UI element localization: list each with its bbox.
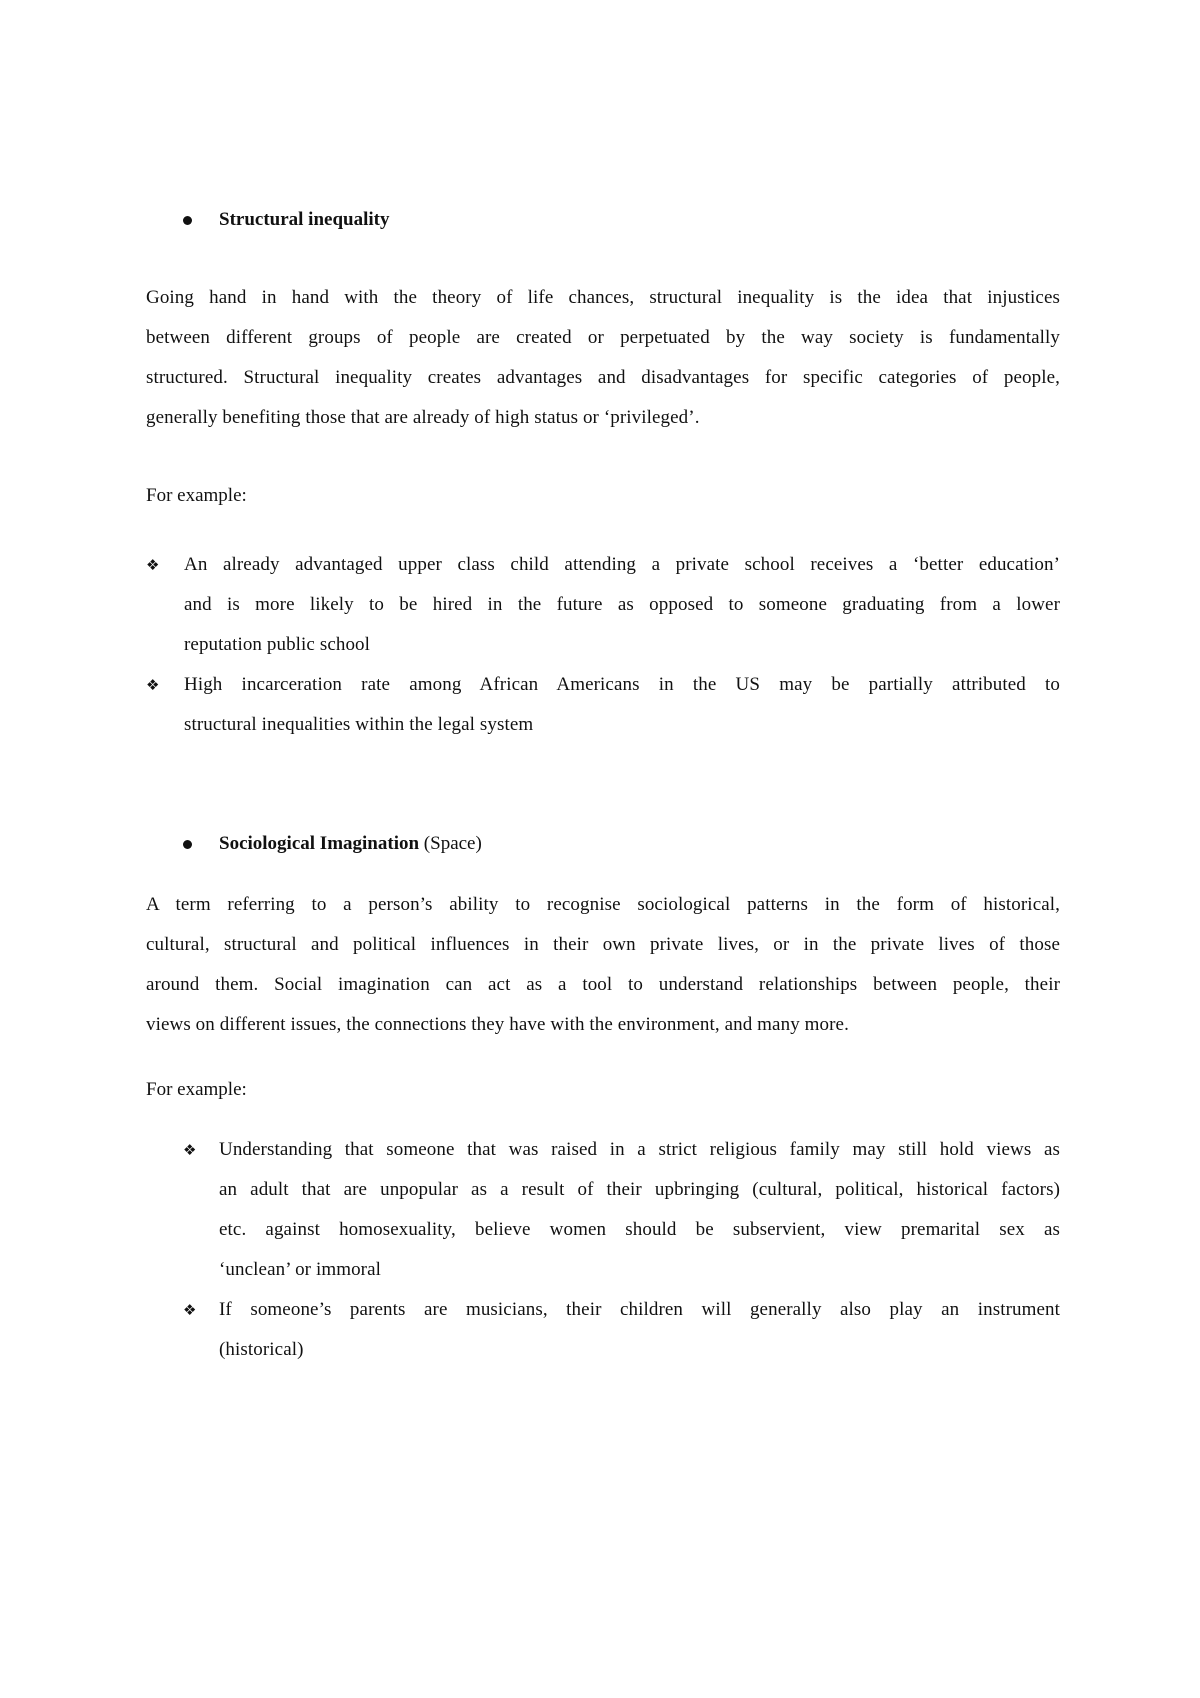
example-line: structural inequalities within the legal system — [184, 714, 534, 735]
paragraph-line: cultural, structural and political influences in their own private lives, or in the private lives of those — [146, 934, 1060, 955]
example-label: For example: — [146, 485, 247, 506]
diamond-bullet-icon: ❖ — [183, 1141, 197, 1159]
example-line: etc. against homosexuality, believe women should be subservient, view premarital sex as — [219, 1219, 1060, 1240]
section-title-suffix: (Space) — [419, 833, 482, 854]
diamond-bullet-icon: ❖ — [146, 556, 160, 574]
example-item — [219, 1290, 1060, 1370]
section-title: Structural inequality — [219, 209, 390, 230]
section-paragraph — [146, 278, 1060, 438]
example-line: and is more likely to be hired in the future as opposed to someone graduating from a lower — [184, 594, 1060, 615]
section-paragraph — [146, 885, 1060, 1045]
example-line: If someone’s parents are musicians, their children will generally also play an instrument — [219, 1299, 1060, 1320]
example-line: (historical) — [219, 1339, 304, 1360]
example-item — [184, 545, 1060, 665]
diamond-bullet-icon: ❖ — [183, 1301, 197, 1319]
example-line: an adult that are unpopular as a result of their upbringing (cultural, political, historical factors) — [219, 1179, 1060, 1200]
diamond-bullet-icon: ❖ — [146, 676, 160, 694]
example-item — [184, 665, 1060, 745]
paragraph-line: Going hand in hand with the theory of life chances, structural inequality is the idea that injustices — [146, 287, 1060, 308]
example-item — [219, 1130, 1060, 1290]
example-line: ‘unclean’ or immoral — [219, 1259, 382, 1280]
section-heading-sociological-imagination — [219, 824, 482, 864]
example-line: reputation public school — [184, 634, 371, 655]
paragraph-line: around them. Social imagination can act as a tool to understand relationships between people, their — [146, 974, 1060, 995]
example-line: High incarceration rate among African Americans in the US may be partially attributed to — [184, 674, 1060, 695]
paragraph-line: generally benefiting those that are already of high status or ‘privileged’. — [146, 407, 700, 428]
section-title: Sociological Imagination — [219, 833, 420, 854]
example-line: Understanding that someone that was raised in a strict religious family may still hold views as — [219, 1139, 1060, 1160]
bullet-dot-icon — [183, 840, 192, 849]
example-label: For example: — [146, 1079, 247, 1100]
paragraph-line: A term referring to a person’s ability to recognise sociological patterns in the form of historical, — [146, 894, 1060, 915]
bullet-dot-icon — [183, 216, 192, 225]
paragraph-line: between different groups of people are created or perpetuated by the way society is fundamentally — [146, 327, 1060, 348]
section-heading-structural-inequality — [219, 200, 389, 240]
example-line: An already advantaged upper class child attending a private school receives a ‘better education’ — [184, 554, 1060, 575]
paragraph-line: views on different issues, the connections they have with the environment, and many more. — [146, 1014, 849, 1035]
paragraph-line: structured. Structural inequality creates advantages and disadvantages for specific categories of people, — [146, 367, 1060, 388]
